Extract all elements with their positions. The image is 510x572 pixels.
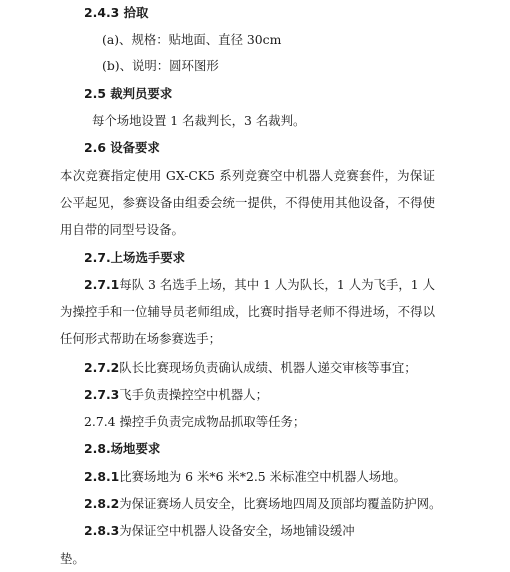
item-2-7-3-text: 飞手负责操控空中机器人； [119,387,268,402]
heading-2-8: 2.8.场地要求 [84,441,161,456]
spec-line: (a)、规格：贴地面、直径 30cm [102,32,282,47]
item-2-7-4: 2.7.4 操控手负责完成物品抓取等任务； [84,414,306,429]
item-2-8-3-continuation: 垫。 [60,551,85,566]
referee-requirement-text: 每个场地设置 1 名裁判长，3 名裁判。 [92,113,306,128]
item-2-8-3-text: 为保证空中机器人设备安全，场地铺设缓冲 [119,523,355,538]
heading-2-6: 2.6 设备要求 [84,140,160,155]
item-2-8-3-number: 2.8.3 [84,523,120,538]
equipment-paragraph-line-3: 用自带的同型号设备。 [60,222,184,237]
item-2-7-1-line-1 [84,277,435,293]
item-2-8-2 [84,496,441,512]
equipment-paragraph-line-1: 本次竞赛指定使用 GX-CK5 系列竞赛空中机器人竞赛套件，为保证 [60,168,435,183]
heading-2-4-3: 2.4.3 拾取 [84,5,149,20]
item-2-7-1-text: 每队 3 名选手上场，其中 1 人为队长，1 人为飞手，1 人 [119,277,435,292]
heading-2-5: 2.5 裁判员要求 [84,86,173,101]
item-2-7-2-number: 2.7.2 [84,360,120,375]
item-2-8-1-number: 2.8.1 [84,469,120,484]
item-2-7-2-text: 队长比赛现场负责确认成绩、机器人递交审核等事宜； [119,360,417,375]
heading-2-7: 2.7.上场选手要求 [84,250,186,265]
item-2-8-1 [84,469,406,485]
item-2-7-1-number: 2.7.1 [84,277,120,292]
item-2-7-1-line-2: 为操控手和一位辅导员老师组成，比赛时指导老师不得进场，不得以 [60,304,435,319]
equipment-paragraph-line-2: 公平起见，参赛设备由组委会统一提供，不得使用其他设备，不得使 [60,195,435,210]
item-2-8-1-text: 比赛场地为 6 米*6 米*2.5 米标准空中机器人场地。 [119,469,406,484]
item-2-8-2-number: 2.8.2 [84,496,120,511]
item-2-7-3 [84,387,268,403]
item-2-7-2 [84,360,417,376]
item-2-8-3 [84,523,355,539]
description-line: (b)、说明：圆环图形 [102,58,219,73]
item-2-7-3-number: 2.7.3 [84,387,120,402]
item-2-8-2-text: 为保证赛场人员安全，比赛场地四周及顶部均覆盖防护网。 [119,496,442,511]
item-2-7-1-line-3: 任何形式帮助在场参赛选手； [60,331,222,346]
